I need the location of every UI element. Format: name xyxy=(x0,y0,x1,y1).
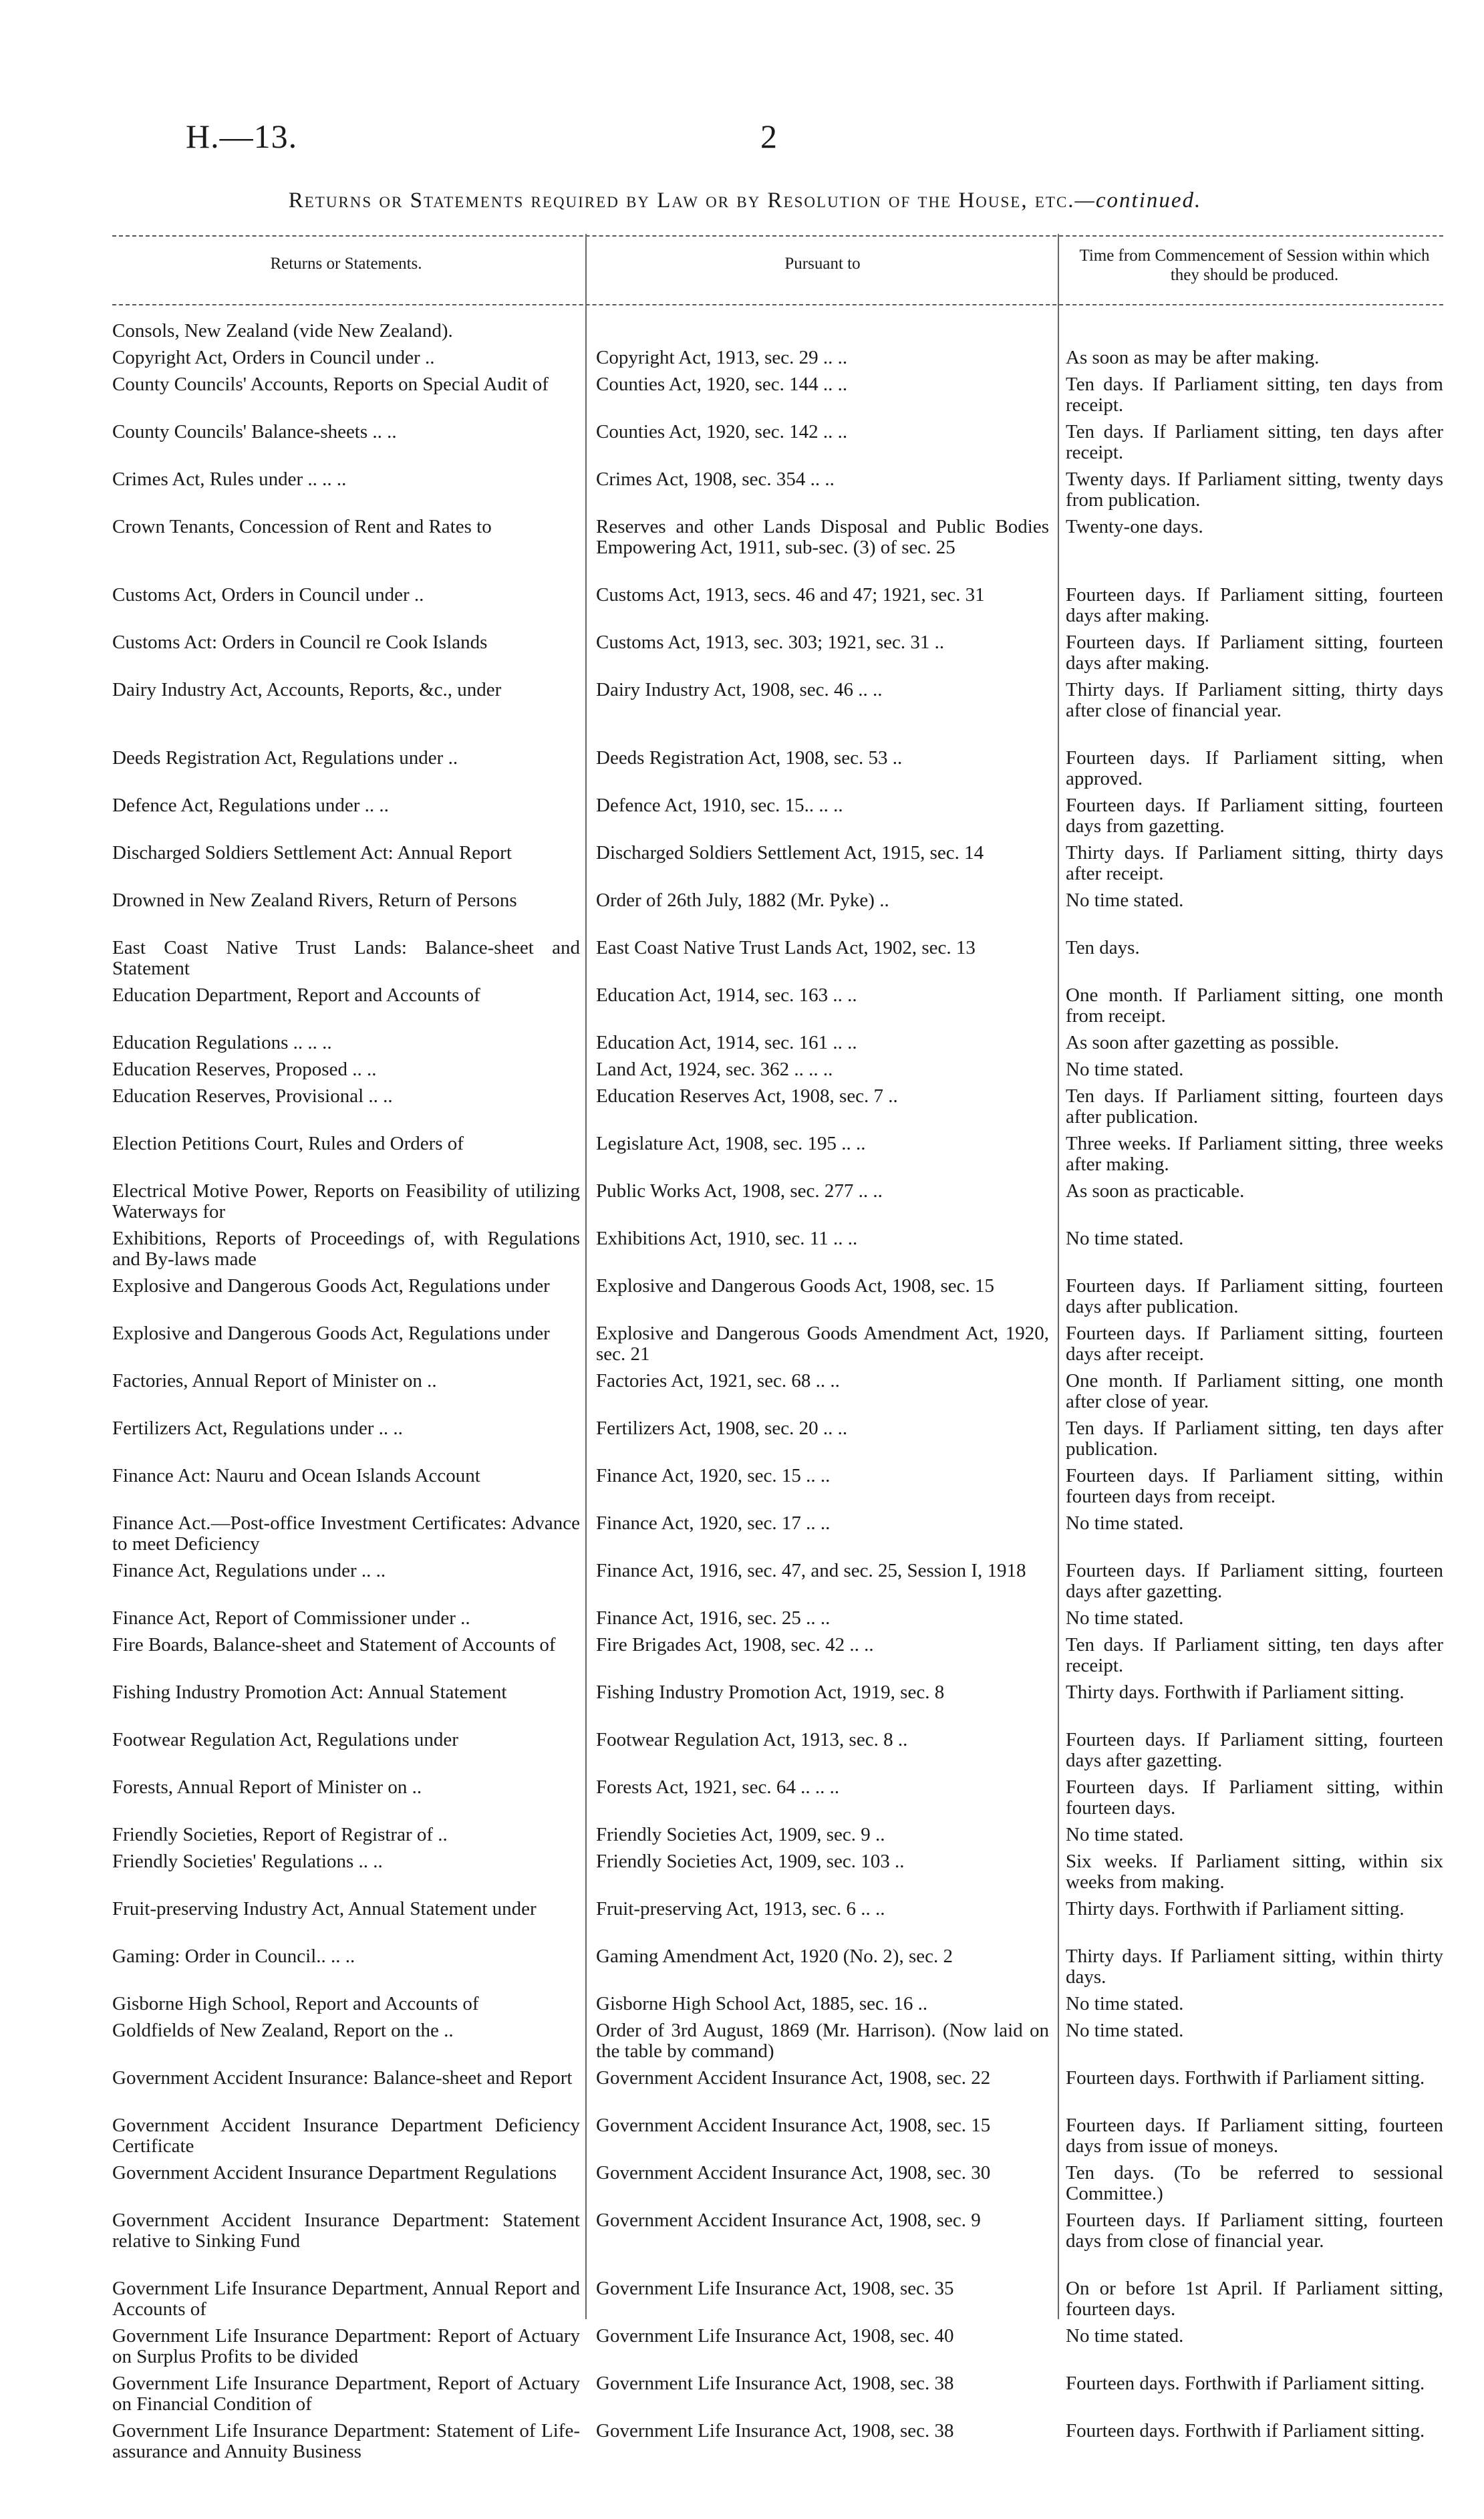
pursuant-cell: Finance Act, 1916, sec. 25 .. .. xyxy=(596,1607,831,1629)
returns-cell: Drowned in New Zealand Rivers, Return of Persons xyxy=(112,890,517,911)
pursuant-cell: Public Works Act, 1908, sec. 277 .. .. xyxy=(596,1180,883,1202)
time-cell: No time stated. xyxy=(1066,1512,1184,1534)
returns-cell: Finance Act: Nauru and Ocean Islands Account xyxy=(112,1465,480,1486)
time-cell: Fourteen days. If Parliament sitting, fourteen days after gazetting. xyxy=(1066,1560,1443,1602)
time-cell: No time stated. xyxy=(1066,1824,1184,1845)
time-cell: Fourteen days. If Parliament sitting, within fourteen days from receipt. xyxy=(1066,1465,1443,1507)
time-cell: Twenty-one days. xyxy=(1066,516,1203,537)
returns-cell: Government Accident Insurance Department Regulations xyxy=(112,2162,557,2183)
pursuant-cell: Explosive and Dangerous Goods Act, 1908, sec. 15 xyxy=(596,1275,995,1297)
pursuant-cell: Finance Act, 1916, sec. 47, and sec. 25, Session I, 1918 xyxy=(596,1560,1026,1581)
returns-cell: Customs Act: Orders in Council re Cook Islands xyxy=(112,632,488,653)
pursuant-cell: East Coast Native Trust Lands Act, 1902, sec. 13 xyxy=(596,937,976,958)
returns-cell: Forests, Annual Report of Minister on .. xyxy=(112,1776,422,1798)
pursuant-cell: Government Accident Insurance Act, 1908, sec. 22 xyxy=(596,2067,991,2089)
pursuant-cell: Government Life Insurance Act, 1908, sec. 38 xyxy=(596,2420,954,2441)
returns-cell: Exhibitions, Reports of Proceedings of, with Regulations and By-laws made xyxy=(112,1228,580,1270)
time-cell: Fourteen days. If Parliament sitting, fourteen days after receipt. xyxy=(1066,1323,1443,1365)
time-cell: Fourteen days. If Parliament sitting, when approved. xyxy=(1066,747,1443,789)
pursuant-cell: Order of 3rd August, 1869 (Mr. Harrison). (Now laid on the table by command) xyxy=(596,2020,1049,2062)
pursuant-cell: Deeds Registration Act, 1908, sec. 53 .. xyxy=(596,747,903,769)
header-top-rule xyxy=(112,235,1443,237)
time-cell: Fourteen days. If Parliament sitting, fourteen days after making. xyxy=(1066,584,1443,626)
time-cell: Fourteen days. If Parliament sitting, within fourteen days. xyxy=(1066,1776,1443,1819)
time-cell: One month. If Parliament sitting, one month from receipt. xyxy=(1066,984,1443,1027)
returns-cell: Copyright Act, Orders in Council under .. xyxy=(112,347,435,368)
time-cell: No time stated. xyxy=(1066,2325,1184,2347)
time-cell: Fourteen days. Forthwith if Parliament sitting. xyxy=(1066,2420,1425,2441)
returns-cell: Government Accident Insurance Department Deficiency Certificate xyxy=(112,2115,580,2157)
returns-cell: Explosive and Dangerous Goods Act, Regulations under xyxy=(112,1275,550,1297)
column-divider-1 xyxy=(585,234,587,2319)
time-cell: Six weeks. If Parliament sitting, within six weeks from making. xyxy=(1066,1851,1443,1893)
returns-cell: Finance Act.—Post-office Investment Certificates: Advance to meet Deficiency xyxy=(112,1512,580,1555)
returns-cell: Goldfields of New Zealand, Report on the .. xyxy=(112,2020,454,2041)
returns-cell: Deeds Registration Act, Regulations under .. xyxy=(112,747,458,769)
time-cell: As soon as practicable. xyxy=(1066,1180,1245,1202)
time-cell: Fourteen days. Forthwith if Parliament sitting. xyxy=(1066,2067,1425,2089)
pursuant-cell: Fire Brigades Act, 1908, sec. 42 .. .. xyxy=(596,1634,874,1655)
time-cell: Thirty days. Forthwith if Parliament sitting. xyxy=(1066,1898,1404,1919)
pursuant-cell: Gaming Amendment Act, 1920 (No. 2), sec. 2 xyxy=(596,1946,953,1967)
time-cell: Fourteen days. If Parliament sitting, fourteen days after publication. xyxy=(1066,1275,1443,1317)
pursuant-cell: Exhibitions Act, 1910, sec. 11 .. .. xyxy=(596,1228,858,1249)
time-cell: Three weeks. If Parliament sitting, three weeks after making. xyxy=(1066,1133,1443,1175)
returns-cell: Fire Boards, Balance-sheet and Statement of Accounts of xyxy=(112,1634,556,1655)
page-title-text: Returns or Statements required by Law or by Resolution of the House, etc. xyxy=(288,188,1075,213)
returns-cell: Fruit-preserving Industry Act, Annual Statement under xyxy=(112,1898,537,1919)
pursuant-cell: Explosive and Dangerous Goods Amendment Act, 1920, sec. 21 xyxy=(596,1323,1049,1365)
pursuant-cell: Counties Act, 1920, sec. 142 .. .. xyxy=(596,421,848,442)
page-header xyxy=(0,117,1484,164)
time-cell: Fourteen days. If Parliament sitting, fourteen days from gazetting. xyxy=(1066,795,1443,837)
time-cell: Ten days. If Parliament sitting, ten days after receipt. xyxy=(1066,421,1443,463)
time-cell: Ten days. If Parliament sitting, ten days after publication. xyxy=(1066,1418,1443,1460)
pursuant-cell: Counties Act, 1920, sec. 144 .. .. xyxy=(596,374,848,395)
time-cell: Ten days. (To be referred to sessional Committee.) xyxy=(1066,2162,1443,2204)
returns-cell: Government Life Insurance Department, Report of Actuary on Financial Condition of xyxy=(112,2373,580,2415)
returns-cell: Fishing Industry Promotion Act: Annual Statement xyxy=(112,1682,507,1703)
returns-cell: Footwear Regulation Act, Regulations under xyxy=(112,1729,458,1750)
pursuant-cell: Government Accident Insurance Act, 1908, sec. 15 xyxy=(596,2115,991,2136)
pursuant-cell: Fishing Industry Promotion Act, 1919, sec. 8 xyxy=(596,1682,945,1703)
returns-cell: Government Accident Insurance Department: Statement relative to Sinking Fund xyxy=(112,2210,580,2252)
returns-cell: County Councils' Balance-sheets .. .. xyxy=(112,421,397,442)
pursuant-cell: Friendly Societies Act, 1909, sec. 103 .. xyxy=(596,1851,905,1872)
returns-cell: Electrical Motive Power, Reports on Feasibility of utilizing Waterways for xyxy=(112,1180,580,1222)
returns-cell: County Councils' Accounts, Reports on Special Audit of xyxy=(112,374,549,395)
time-cell: Thirty days. If Parliament sitting, within thirty days. xyxy=(1066,1946,1443,1988)
column-header-time: Time from Commencement of Session within which they should be produced. xyxy=(1079,247,1430,284)
returns-cell: Fertilizers Act, Regulations under .. .. xyxy=(112,1418,403,1439)
pursuant-cell: Copyright Act, 1913, sec. 29 .. .. xyxy=(596,347,848,368)
time-cell: Ten days. If Parliament sitting, fourteen days after publication. xyxy=(1066,1085,1443,1128)
returns-cell: Factories, Annual Report of Minister on .. xyxy=(112,1370,437,1391)
pursuant-cell: Government Life Insurance Act, 1908, sec. 38 xyxy=(596,2373,954,2394)
time-cell: Fourteen days. If Parliament sitting, fourteen days after gazetting. xyxy=(1066,1729,1443,1771)
returns-cell: Dairy Industry Act, Accounts, Reports, &c., under xyxy=(112,679,502,700)
time-cell: Fourteen days. Forthwith if Parliament sitting. xyxy=(1066,2373,1425,2394)
returns-cell: Friendly Societies, Report of Registrar of .. xyxy=(112,1824,448,1845)
pursuant-cell: Dairy Industry Act, 1908, sec. 46 .. .. xyxy=(596,679,883,700)
pursuant-cell: Finance Act, 1920, sec. 15 .. .. xyxy=(596,1465,831,1486)
time-cell: No time stated. xyxy=(1066,1993,1184,2014)
time-cell: Ten days. If Parliament sitting, ten days after receipt. xyxy=(1066,1634,1443,1676)
time-cell: No time stated. xyxy=(1066,1228,1184,1249)
pursuant-cell: Factories Act, 1921, sec. 68 .. .. xyxy=(596,1370,840,1391)
returns-cell: Government Life Insurance Department: Statement of Life-assurance and Annuity Business xyxy=(112,2420,580,2462)
time-cell: Thirty days. If Parliament sitting, thirty days after receipt. xyxy=(1066,842,1443,884)
pursuant-cell: Gisborne High School Act, 1885, sec. 16 .. xyxy=(596,1993,928,2014)
time-cell: Ten days. xyxy=(1066,937,1140,958)
pursuant-cell: Crimes Act, 1908, sec. 354 .. .. xyxy=(596,469,835,490)
returns-cell: Customs Act, Orders in Council under .. xyxy=(112,584,424,606)
pursuant-cell: Customs Act, 1913, secs. 46 and 47; 1921, sec. 31 xyxy=(596,584,985,606)
page-title-suffix: —continued. xyxy=(1074,188,1202,213)
column-header-pursuant: Pursuant to xyxy=(784,255,861,273)
page-title xyxy=(107,188,1383,213)
returns-cell: Education Regulations .. .. .. xyxy=(112,1032,332,1053)
returns-cell: Government Accident Insurance: Balance-sheet and Report xyxy=(112,2067,573,2089)
pursuant-cell: Finance Act, 1920, sec. 17 .. .. xyxy=(596,1512,831,1534)
returns-cell: East Coast Native Trust Lands: Balance-sheet and Statement xyxy=(112,937,580,979)
returns-cell: Consols, New Zealand (vide New Zealand). xyxy=(112,320,453,342)
time-cell: No time stated. xyxy=(1066,1607,1184,1629)
returns-cell: Education Reserves, Proposed .. .. xyxy=(112,1059,377,1080)
time-cell: No time stated. xyxy=(1066,1059,1184,1080)
page-number: 2 xyxy=(760,118,777,155)
time-cell: As soon after gazetting as possible. xyxy=(1066,1032,1340,1053)
time-cell: Ten days. If Parliament sitting, ten days from receipt. xyxy=(1066,374,1443,416)
time-cell: Fourteen days. If Parliament sitting, fourteen days after making. xyxy=(1066,632,1443,674)
pursuant-cell: Order of 26th July, 1882 (Mr. Pyke) .. xyxy=(596,890,889,911)
pursuant-cell: Education Act, 1914, sec. 161 .. .. xyxy=(596,1032,857,1053)
pursuant-cell: Discharged Soldiers Settlement Act, 1915, sec. 14 xyxy=(596,842,984,864)
pursuant-cell: Education Act, 1914, sec. 163 .. .. xyxy=(596,984,857,1006)
pursuant-cell: Forests Act, 1921, sec. 64 .. .. .. xyxy=(596,1776,840,1798)
returns-cell: Crimes Act, Rules under .. .. .. xyxy=(112,469,347,490)
time-cell: One month. If Parliament sitting, one month after close of year. xyxy=(1066,1370,1443,1412)
returns-cell: Education Department, Report and Accounts of xyxy=(112,984,480,1006)
pursuant-cell: Friendly Societies Act, 1909, sec. 9 .. xyxy=(596,1824,885,1845)
returns-cell: Government Life Insurance Department, Annual Report and Accounts of xyxy=(112,2278,580,2320)
returns-cell: Finance Act, Regulations under .. .. xyxy=(112,1560,386,1581)
pursuant-cell: Government Life Insurance Act, 1908, sec. 35 xyxy=(596,2278,954,2299)
returns-cell: Finance Act, Report of Commissioner under .. xyxy=(112,1607,470,1629)
column-divider-2 xyxy=(1058,234,1059,2319)
pursuant-cell: Legislature Act, 1908, sec. 195 .. .. xyxy=(596,1133,866,1154)
pursuant-cell: Education Reserves Act, 1908, sec. 7 .. xyxy=(596,1085,898,1107)
header-bottom-rule xyxy=(112,304,1443,305)
returns-cell: Gisborne High School, Report and Accounts of xyxy=(112,1993,479,2014)
returns-cell: Government Life Insurance Department: Report of Actuary on Surplus Profits to be divided xyxy=(112,2325,580,2367)
pursuant-cell: Government Accident Insurance Act, 1908, sec. 30 xyxy=(596,2162,991,2183)
returns-cell: Defence Act, Regulations under .. .. xyxy=(112,795,389,816)
returns-cell: Discharged Soldiers Settlement Act: Annual Report xyxy=(112,842,512,864)
returns-cell: Crown Tenants, Concession of Rent and Rates to xyxy=(112,516,492,537)
time-cell: On or before 1st April. If Parliament sitting, fourteen days. xyxy=(1066,2278,1443,2320)
document-reference: H.—13. xyxy=(186,118,298,155)
time-cell: No time stated. xyxy=(1066,890,1184,911)
pursuant-cell: Reserves and other Lands Disposal and Public Bodies Empowering Act, 1911, sub-sec. (3) of sec. 25 xyxy=(596,516,1049,558)
time-cell: Fourteen days. If Parliament sitting, fourteen days from issue of moneys. xyxy=(1066,2115,1443,2157)
pursuant-cell: Footwear Regulation Act, 1913, sec. 8 .. xyxy=(596,1729,908,1750)
returns-cell: Explosive and Dangerous Goods Act, Regulations under xyxy=(112,1323,550,1344)
pursuant-cell: Fertilizers Act, 1908, sec. 20 .. .. xyxy=(596,1418,848,1439)
pursuant-cell: Fruit-preserving Act, 1913, sec. 6 .. .. xyxy=(596,1898,885,1919)
pursuant-cell: Government Life Insurance Act, 1908, sec. 40 xyxy=(596,2325,954,2347)
column-header-returns: Returns or Statements. xyxy=(270,255,422,273)
time-cell: As soon as may be after making. xyxy=(1066,347,1320,368)
pursuant-cell: Customs Act, 1913, sec. 303; 1921, sec. 31 .. xyxy=(596,632,945,653)
time-cell: No time stated. xyxy=(1066,2020,1184,2041)
pursuant-cell: Government Accident Insurance Act, 1908, sec. 9 xyxy=(596,2210,981,2231)
returns-cell: Gaming: Order in Council.. .. .. xyxy=(112,1946,355,1967)
returns-cell: Friendly Societies' Regulations .. .. xyxy=(112,1851,383,1872)
returns-cell: Education Reserves, Provisional .. .. xyxy=(112,1085,393,1107)
pursuant-cell: Defence Act, 1910, sec. 15.. .. .. xyxy=(596,795,843,816)
pursuant-cell: Land Act, 1924, sec. 362 .. .. .. xyxy=(596,1059,833,1080)
time-cell: Fourteen days. If Parliament sitting, fourteen days from close of financial year. xyxy=(1066,2210,1443,2252)
time-cell: Thirty days. Forthwith if Parliament sitting. xyxy=(1066,1682,1404,1703)
time-cell: Twenty days. If Parliament sitting, twenty days from publication. xyxy=(1066,469,1443,511)
time-cell: Thirty days. If Parliament sitting, thirty days after close of financial year. xyxy=(1066,679,1443,721)
returns-cell: Election Petitions Court, Rules and Orders of xyxy=(112,1133,464,1154)
